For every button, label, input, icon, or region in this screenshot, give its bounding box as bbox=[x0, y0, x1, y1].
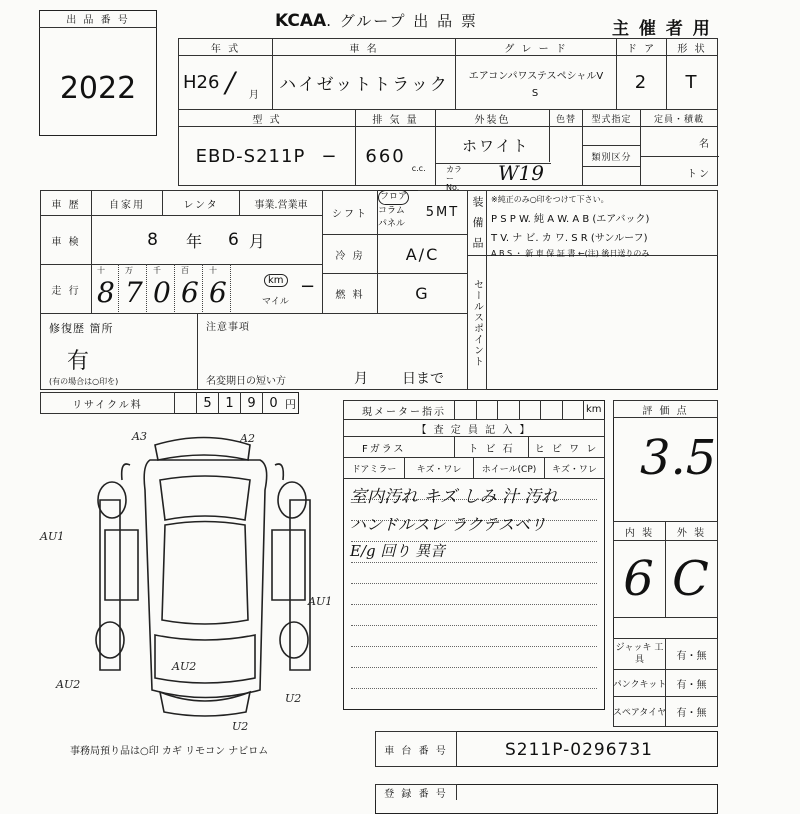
name-value: ハイゼットトラック bbox=[279, 75, 449, 95]
inspector-comment-2: ハンドルスレ ラクテスベリ bbox=[350, 515, 546, 534]
equipment-label-cell bbox=[467, 190, 487, 256]
mileage-digit-cell bbox=[91, 264, 119, 314]
history-label: 車 歴 bbox=[40, 190, 92, 216]
mileage-digits bbox=[91, 264, 261, 314]
cc-label: 排 気 量 bbox=[355, 109, 436, 127]
ac-value: A/C bbox=[377, 234, 468, 274]
grade-value-line1: エアコンパワステスペシャルV bbox=[468, 70, 604, 82]
inspector-comment-1: 室内汚れ キズ しみ 汁 汚れ bbox=[350, 487, 559, 507]
color-change-divider bbox=[549, 126, 550, 162]
left-door bbox=[105, 530, 138, 600]
exterior-grade: C bbox=[665, 540, 718, 618]
recycle-label: リサイクル料 bbox=[40, 392, 175, 414]
meter-digit-box bbox=[454, 400, 476, 420]
shift-label: シフト bbox=[322, 190, 378, 235]
kizu-ware-2: キズ・ワレ bbox=[544, 457, 605, 479]
equipment-line3: A B S ・ 新 車 保 証 書 ←(注) 後日送りのみ bbox=[491, 249, 650, 258]
year-cell bbox=[178, 55, 273, 110]
equipment-line1: P S P W. 純 A W. A B (エアバック) bbox=[491, 214, 650, 225]
car-diagram bbox=[40, 420, 350, 740]
history-business: 事業.営業車 bbox=[239, 190, 323, 216]
inspection-year-unit: 年 bbox=[185, 231, 204, 251]
f-glass-label: Fガラス bbox=[343, 436, 455, 458]
mileage-digit-cell bbox=[231, 264, 259, 314]
comment-rule bbox=[351, 562, 597, 563]
year-label: 年 式 bbox=[178, 38, 273, 56]
color-change-label: 色替 bbox=[549, 109, 583, 127]
meter-digit-box bbox=[476, 400, 498, 420]
doors-cell bbox=[616, 55, 667, 110]
door-mirror-label: ドアミラー bbox=[343, 457, 405, 479]
repair-cell bbox=[40, 313, 198, 390]
equipment-note: ※純正のみ○印をつけて下さい。 bbox=[491, 195, 609, 204]
meter-label: 現メーター指示 bbox=[343, 400, 455, 420]
grade-score: 3.5 bbox=[640, 430, 717, 486]
diagram-footer: 事務局預り品は○印 カギ リモコン ナビロム bbox=[70, 746, 269, 757]
comment-rule bbox=[351, 625, 597, 626]
type-spec-cell bbox=[582, 126, 641, 146]
cc-cell bbox=[355, 126, 436, 186]
model-value: EBD-S211P bbox=[195, 145, 306, 167]
doors-value: 2 bbox=[634, 72, 649, 93]
mileage-digit: 0 bbox=[153, 276, 171, 309]
color-no-value: W19 bbox=[498, 161, 545, 185]
meter-digit-box bbox=[562, 400, 584, 420]
meter-unit: km bbox=[586, 404, 602, 415]
recycle-digit-cell bbox=[174, 392, 196, 414]
model-label: 型 式 bbox=[178, 109, 356, 127]
hibi-ware-label: ヒ ビ ワ レ bbox=[528, 436, 605, 458]
comment-rule bbox=[351, 583, 597, 584]
recycle-digit-cell: 1 bbox=[218, 392, 240, 414]
mileage-digit-cell bbox=[147, 264, 175, 314]
mile-label: マイル bbox=[262, 297, 289, 307]
cc-unit: c.c. bbox=[411, 163, 426, 173]
shift-options bbox=[378, 190, 420, 235]
history-private: 自家用 bbox=[91, 190, 163, 216]
equipment-line2: T V. ナ ビ. カ ワ. S R (サンルーフ) bbox=[491, 233, 648, 244]
spare-value: 有・無 bbox=[665, 696, 718, 727]
mileage-digit-label: 十 bbox=[97, 266, 105, 275]
model-cell bbox=[178, 126, 356, 186]
inspection-month: 6 bbox=[228, 230, 241, 250]
grade-label: 評 価 点 bbox=[613, 400, 718, 418]
mileage-unit-box bbox=[260, 270, 294, 310]
inspector-comment-3: E/g 回り 異音 bbox=[350, 542, 446, 560]
comment-rule bbox=[351, 646, 597, 647]
comment-rule bbox=[351, 688, 597, 689]
mileage-digit-label: 万 bbox=[125, 266, 133, 275]
inspector-label: 【 査 定 員 記 入 】 bbox=[343, 419, 605, 437]
jack-label-text: ジャッキ 工 具 bbox=[615, 643, 664, 665]
shape-cell bbox=[666, 55, 718, 110]
meter-digit-box bbox=[540, 400, 562, 420]
puncture-label: パンクキット bbox=[613, 669, 666, 697]
exterior-label: 外 装 bbox=[665, 521, 718, 541]
lot-number-box bbox=[39, 10, 157, 136]
capacity-label: 定員・積載 bbox=[640, 109, 718, 127]
mark-u2-bottom: U2 bbox=[232, 720, 249, 733]
meter-digit-box bbox=[519, 400, 541, 420]
shape-value: T bbox=[685, 72, 699, 93]
shift-panel: パネル bbox=[378, 219, 406, 229]
year-value: H26 bbox=[183, 72, 220, 93]
cc-value: 660 bbox=[365, 145, 406, 167]
wheel-label: ホイール(CP) bbox=[473, 457, 545, 479]
mark-a2: A2 bbox=[240, 432, 255, 445]
sales-point-label: セールスポイント bbox=[471, 278, 483, 367]
mirror-left bbox=[122, 464, 130, 480]
year-slash: / bbox=[225, 66, 237, 99]
kizu-ware-1: キズ・ワレ bbox=[404, 457, 474, 479]
sales-point-label-cell bbox=[467, 255, 487, 390]
recycle-yen: 円 bbox=[285, 398, 296, 411]
meter-boxes bbox=[454, 400, 605, 420]
fuel-value: G bbox=[377, 273, 468, 314]
name-change-month: 月 bbox=[354, 371, 370, 387]
windshield bbox=[160, 476, 250, 520]
inspection-cell bbox=[91, 215, 323, 265]
shift-floor: フロア bbox=[378, 190, 409, 205]
mark-au2-rear: AU2 bbox=[172, 660, 197, 673]
name-label: 車 名 bbox=[272, 38, 456, 56]
title-suffix: . グループ 出 品 票 bbox=[326, 12, 478, 30]
tobi-ishi-label: ト ビ 石 bbox=[454, 436, 529, 458]
chassis-label: 車 台 番 号 bbox=[375, 731, 457, 767]
type-spec-label: 型式指定 bbox=[582, 109, 641, 127]
ac-label: 冷 房 bbox=[322, 234, 378, 274]
notes-cell bbox=[197, 313, 468, 390]
lot-number: 2022 bbox=[59, 71, 137, 106]
meter-digit-box bbox=[497, 400, 519, 420]
km-label: km bbox=[264, 274, 288, 287]
mileage-digit-label: 百 bbox=[181, 266, 189, 275]
mileage-label: 走 行 bbox=[40, 264, 92, 314]
mileage-digit: 7 bbox=[125, 276, 143, 309]
inspection-year: 8 bbox=[147, 230, 160, 250]
mileage-digit-cell bbox=[203, 264, 231, 314]
interior-grade: 6 bbox=[613, 540, 666, 618]
month-unit: 月 bbox=[248, 90, 261, 101]
model-dash: − bbox=[321, 145, 339, 167]
roof bbox=[162, 522, 248, 625]
color-value: ホワイト bbox=[462, 137, 530, 155]
notes-label: 注意事項 bbox=[206, 322, 250, 333]
registration-label: 登 録 番 号 bbox=[375, 784, 457, 800]
mark-au1-left: AU1 bbox=[40, 530, 65, 543]
capacity-divider bbox=[641, 156, 719, 157]
inspection-month-unit: 月 bbox=[248, 231, 267, 251]
capacity-unit-people: 名 bbox=[699, 139, 711, 150]
mileage-digit: 6 bbox=[209, 276, 227, 309]
name-cell bbox=[272, 55, 456, 110]
repair-note: (有の場合は○印を) bbox=[49, 377, 119, 386]
left-side-panel bbox=[100, 500, 120, 670]
jack-value: 有・無 bbox=[665, 638, 718, 670]
recycle-digit-cell: 9 bbox=[240, 392, 262, 414]
equipment-cell bbox=[486, 190, 718, 256]
color-label: 外装色 bbox=[435, 109, 550, 127]
repair-label: 修復歴 箇所 bbox=[49, 322, 114, 335]
mark-au1-right: AU1 bbox=[308, 595, 333, 608]
mileage-digit-cell bbox=[119, 264, 147, 314]
host-label: 主 催 者 用 bbox=[612, 19, 712, 39]
right-door bbox=[272, 530, 305, 600]
grade-cell bbox=[455, 55, 617, 110]
shape-label: 形 状 bbox=[666, 38, 718, 56]
mirror-right bbox=[275, 464, 283, 480]
mileage-digit-label: 十 bbox=[209, 266, 217, 275]
puncture-value: 有・無 bbox=[665, 669, 718, 697]
class-label: 類別区分 bbox=[582, 145, 641, 167]
lot-number-label: 出 品 番 号 bbox=[39, 10, 157, 28]
grade-label: グ レ ー ド bbox=[455, 38, 617, 56]
mileage-digit: 6 bbox=[181, 276, 199, 309]
mark-au2-left: AU2 bbox=[56, 678, 81, 691]
spare-label: スペアタイヤ bbox=[613, 696, 666, 727]
mileage-digit: 8 bbox=[97, 276, 115, 309]
front-bumper bbox=[155, 438, 250, 461]
mileage-digit-label: 千 bbox=[153, 266, 161, 275]
short-name-change: 名変期日の短い方 bbox=[206, 376, 286, 387]
mark-a3: A3 bbox=[132, 430, 147, 443]
kcaa-logo: KCAA bbox=[275, 11, 327, 31]
recycle-digits bbox=[174, 392, 284, 414]
color-cell bbox=[435, 126, 583, 192]
shift-value: 5MT bbox=[418, 190, 468, 235]
class-cell bbox=[582, 166, 641, 186]
grade-value-line2: S bbox=[531, 87, 541, 99]
interior-label: 内 装 bbox=[613, 521, 666, 541]
rear-bed bbox=[155, 635, 255, 683]
mileage-digit-cell bbox=[175, 264, 203, 314]
tyre-rear-right bbox=[280, 622, 308, 658]
name-change-day: 日まで bbox=[402, 371, 444, 387]
shift-column: コラム bbox=[378, 206, 405, 216]
capacity-unit-ton: トン bbox=[687, 169, 711, 180]
sheet-title bbox=[275, 10, 478, 31]
mileage-dash: − bbox=[300, 276, 316, 297]
repair-value: 有 bbox=[67, 349, 92, 374]
equipment-label: 装 備 品 bbox=[471, 195, 484, 251]
fuel-label: 燃 料 bbox=[322, 273, 378, 314]
doors-label: ド ア bbox=[616, 38, 667, 56]
capacity-cell bbox=[640, 126, 718, 186]
comment-rule bbox=[351, 604, 597, 605]
comment-rule bbox=[351, 667, 597, 668]
chassis-number: S211P-0296731 bbox=[505, 740, 653, 760]
recycle-digit-cell: 5 bbox=[196, 392, 218, 414]
color-no-label: カラー No. bbox=[446, 165, 462, 192]
jack-label bbox=[613, 638, 666, 670]
recycle-digit-cell: 0 bbox=[262, 392, 284, 414]
history-rental: レンタ bbox=[162, 190, 240, 216]
mark-u2-right: U2 bbox=[285, 692, 302, 705]
inspection-label: 車 検 bbox=[40, 215, 92, 265]
